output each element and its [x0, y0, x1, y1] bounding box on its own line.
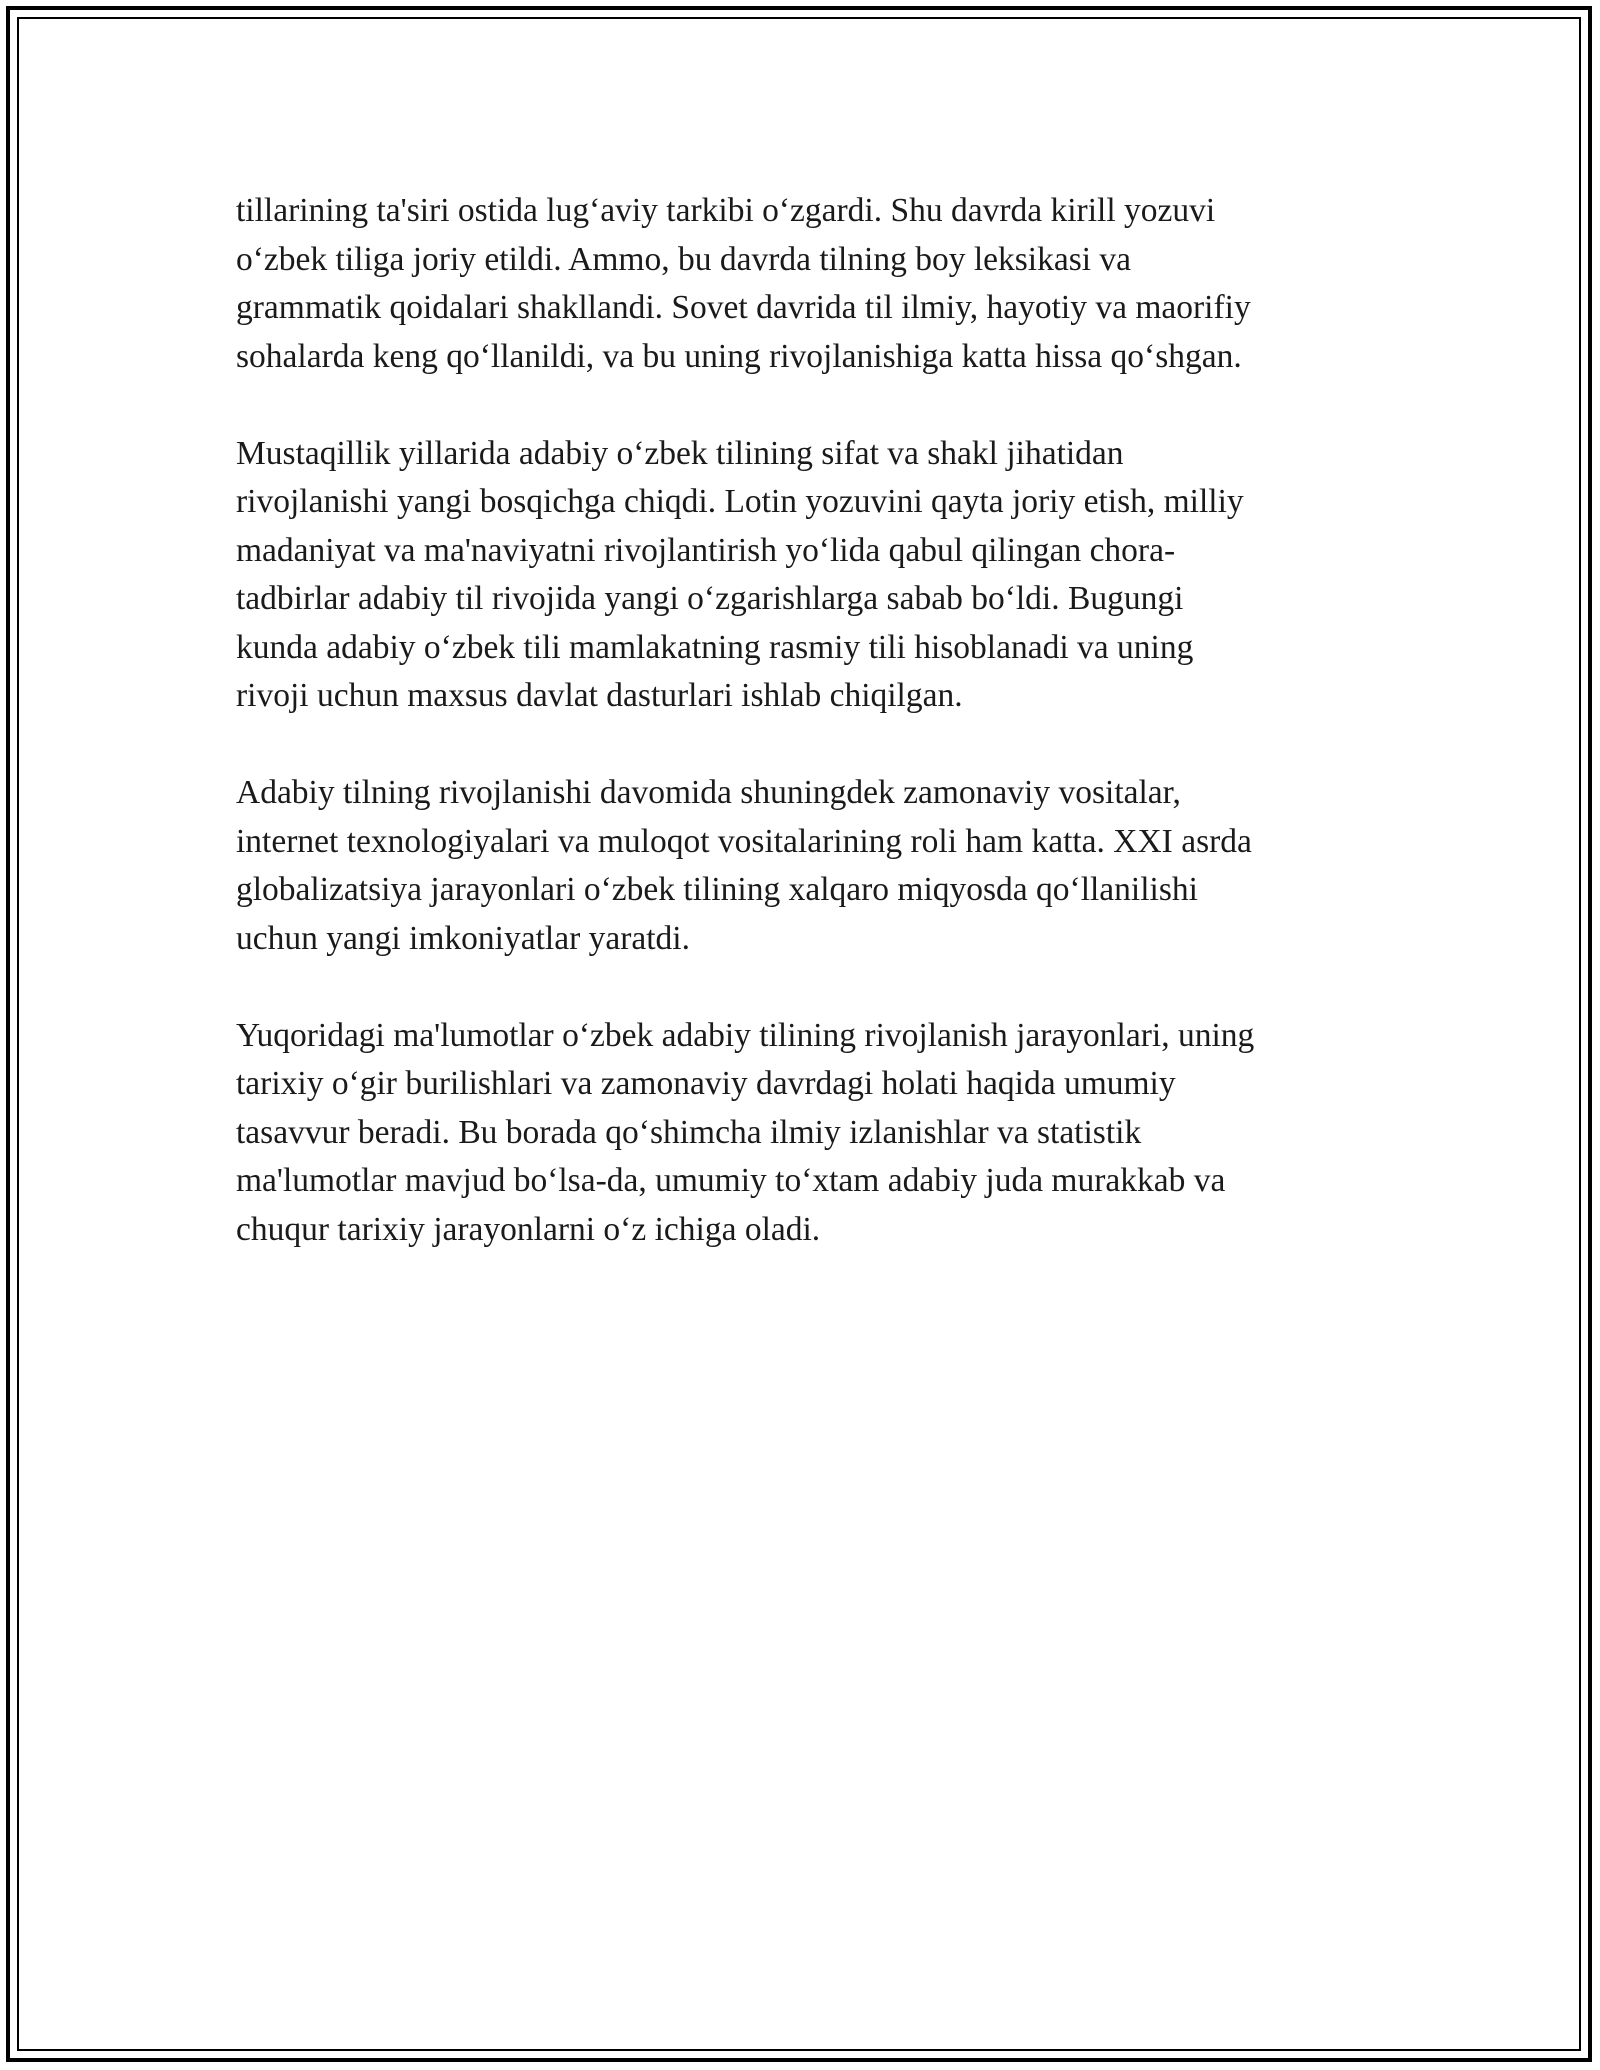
text-line: madaniyat va ma'naviyatni rivojlantirish yo‘lida qabul qilingan chora- [236, 531, 1176, 569]
text-line: globalizatsiya jarayonlari o‘zbek tilining xalqaro miqyosda qo‘llanilishi [236, 871, 1198, 908]
text-line: tillarining ta'siri ostida lug‘aviy tarkibi o‘zgardi. Shu davrda kirill yozuvi [236, 192, 1216, 229]
text-line: internet texnologiyalari va muloqot vositalarining roli ham katta. XXI asrda [236, 822, 1252, 860]
text-line: o‘zbek tiliga joriy etildi. Ammo, bu davrda tilning boy leksikasi va [236, 240, 1132, 278]
text-line: sohalarda keng qo‘llanildi, va bu uning rivojlanishiga katta hissa qo‘shgan. [236, 337, 1242, 375]
text-line: uchun yangi imkoniyatlar yaratdi. [236, 919, 690, 957]
text-line: Yuqoridagi ma'lumotlar o‘zbek adabiy tilining rivojlanish jarayonlari, uning [236, 1016, 1255, 1054]
text-line: Mustaqillik yillarida adabiy o‘zbek tilining sifat va shakl jihatidan [236, 434, 1124, 472]
text-line: rivojlanishi yangi bosqichga chiqdi. Lotin yozuvini qayta joriy etish, milliy [236, 483, 1244, 520]
text-line: rivoji uchun maxsus davlat dasturlari ishlab chiqilgan. [236, 677, 963, 714]
text-line: grammatik qoidalari shakllandi. Sovet davrida til ilmiy, hayotiy va maorifiy [236, 289, 1251, 326]
text-line: ma'lumotlar mavjud bo‘lsa-da, umumiy to‘xtam adabiy juda murakkab va [236, 1162, 1226, 1199]
text-line: kunda adabiy o‘zbek tili mamlakatning rasmiy tili hisoblanadi va uning [236, 628, 1194, 666]
text-line: tarixiy o‘gir burilishlari va zamonaviy davrdagi holati haqida umumiy [236, 1065, 1176, 1102]
paragraph-4 [236, 1012, 1376, 1255]
text-line: chuqur tarixiy jarayonlarni o‘z ichiga oladi. [236, 1210, 821, 1248]
paragraph-2 [236, 430, 1376, 721]
text-line: tadbirlar adabiy til rivojida yangi o‘zgarishlarga sabab bo‘ldi. Bugungi [236, 580, 1184, 617]
text-line: tasavvur beradi. Bu borada qo‘shimcha ilmiy izlanishlar va statistik [236, 1113, 1142, 1151]
paragraph-3 [236, 769, 1376, 963]
document-body [236, 187, 1376, 1303]
paragraph-1 [236, 187, 1376, 381]
text-line: Adabiy tilning rivojlanishi davomida shuningdek zamonaviy vositalar, [236, 774, 1181, 811]
